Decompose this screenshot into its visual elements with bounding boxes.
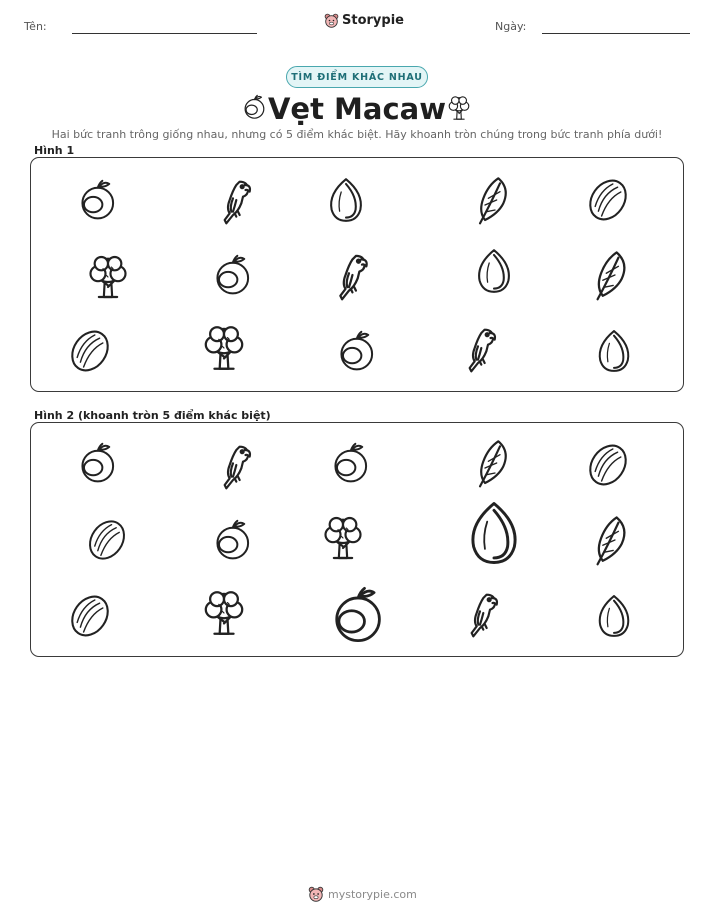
plum-icon[interactable] [325, 583, 389, 647]
almond-icon[interactable] [591, 593, 637, 639]
tree-icon[interactable] [318, 513, 368, 563]
plum-icon[interactable] [209, 252, 255, 298]
activity-badge: TÌM ĐIỂM KHÁC NHAU [286, 66, 428, 88]
date-label: Ngày: [495, 20, 527, 33]
parrot-icon[interactable] [453, 323, 503, 373]
parrot-icon[interactable] [208, 175, 258, 225]
bear-face-icon [308, 886, 324, 902]
instructions: Hai bức tranh trông giống nhau, nhưng có 5 điểm khác biệt. Hãy khoanh tròn chúng trong bức tranh phía dưới! [51, 128, 663, 141]
plum-icon[interactable] [74, 177, 120, 223]
feather-icon[interactable] [582, 249, 634, 301]
watermelon-icon[interactable] [84, 517, 130, 563]
picture-panel-2[interactable] [30, 422, 684, 657]
panel-1-label: Hình 1 [34, 144, 75, 157]
almond-icon[interactable] [591, 328, 637, 374]
feather-icon[interactable] [465, 175, 515, 225]
almond-icon[interactable] [322, 176, 370, 224]
name-label: Tên: [24, 20, 47, 33]
feather-icon[interactable] [582, 514, 634, 566]
footer-url: mystorypie.com [328, 887, 417, 901]
page-title: Vẹt Macaw [267, 92, 447, 126]
feather-icon[interactable] [465, 438, 515, 488]
name-line[interactable] [72, 33, 257, 34]
footer [308, 886, 417, 902]
picture-panel-1[interactable] [30, 157, 684, 392]
watermelon-icon[interactable] [66, 327, 114, 375]
watermelon-icon[interactable] [584, 176, 632, 224]
date-line[interactable] [542, 33, 690, 34]
brand-logo [324, 13, 404, 28]
plum-icon[interactable] [327, 440, 373, 486]
parrot-icon[interactable] [208, 440, 258, 490]
watermelon-icon[interactable] [584, 441, 632, 489]
almond-icon[interactable] [460, 499, 528, 567]
plum-icon[interactable] [74, 440, 120, 486]
bear-face-icon [324, 13, 339, 28]
brand-name: Storypie [342, 13, 404, 28]
parrot-icon[interactable] [323, 249, 375, 301]
tree-icon[interactable] [83, 252, 133, 302]
parrot-icon[interactable] [455, 588, 505, 638]
watermelon-icon[interactable] [66, 592, 114, 640]
tree-icon [445, 92, 473, 128]
plum-icon[interactable] [209, 517, 255, 563]
plum-icon[interactable] [333, 328, 379, 374]
tree-icon[interactable] [198, 322, 250, 374]
panel-2-label: Hình 2 (khoanh tròn 5 điểm khác biệt) [34, 409, 271, 422]
tree-icon[interactable] [198, 587, 250, 639]
almond-icon[interactable] [470, 247, 518, 295]
